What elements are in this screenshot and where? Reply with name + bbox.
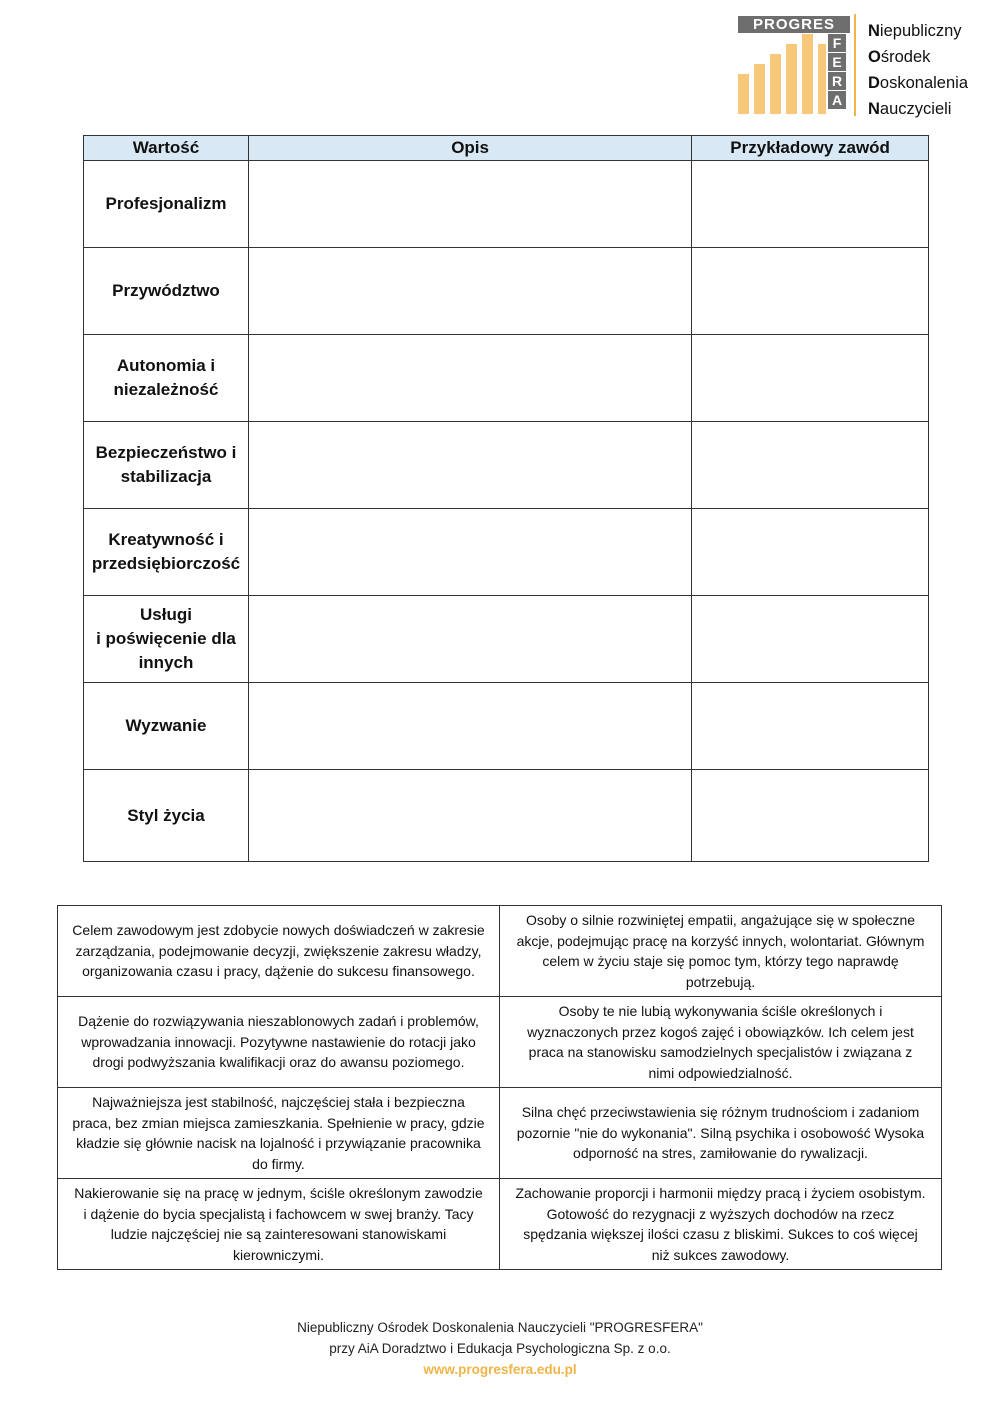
footer [0, 1317, 1000, 1380]
table-row [58, 1088, 942, 1179]
org-line: Ośrodek [868, 48, 931, 66]
footer-website-link[interactable]: www.progresfera.edu.pl [423, 1362, 577, 1377]
table-row [84, 596, 929, 683]
value-cell: Styl życia [84, 770, 249, 862]
description-cell[interactable] [248, 683, 691, 770]
description-cell[interactable] [248, 248, 691, 335]
value-cell: Profesjonalizm [84, 161, 249, 248]
logo-letter: F [828, 34, 846, 52]
table-row [58, 1179, 942, 1270]
org-line: Nauczycieli [868, 100, 952, 118]
description-cell[interactable] [248, 335, 691, 422]
table-row [84, 335, 929, 422]
example-job-cell[interactable] [692, 335, 929, 422]
value-cell: Bezpieczeństwo i stabilizacja [84, 422, 249, 509]
table-row [84, 683, 929, 770]
table-row [84, 509, 929, 596]
table-header-row [84, 136, 929, 161]
description-card[interactable]: Zachowanie proporcji i harmonii między pracą i życiem osobistym. Gotowość do rezygnacji z wyższych dochodów na rzecz spędzania większej ilości czasu z bliskimi. Sukces to coś więcej niż sukces zawodowy. [500, 1179, 942, 1270]
descriptions-table [57, 905, 942, 1270]
description-cell[interactable] [248, 509, 691, 596]
description-cell[interactable] [248, 161, 691, 248]
progresfera-logo [736, 14, 976, 118]
example-job-cell[interactable] [692, 683, 929, 770]
logo-divider [854, 14, 856, 116]
description-card[interactable]: Osoby o silnie rozwiniętej empatii, angażujące się w społeczne akcje, podejmując pracę na korzyść innych, wolontariat. Głównym celem w życiu staje się pomoc tym, którzy tego naprawdę potrzebują. [500, 906, 942, 997]
example-job-cell[interactable] [692, 770, 929, 862]
example-job-cell[interactable] [692, 422, 929, 509]
description-card[interactable]: Najważniejsza jest stabilność, najczęściej stała i bezpieczna praca, bez zmian miejsca zamieszkania. Spełnienie w pracy, gdzie kładzie się głównie nacisk na lojalność i przywiązanie pracownika do firmy. [58, 1088, 500, 1179]
description-cell[interactable] [248, 770, 691, 862]
organization-name [868, 18, 968, 122]
description-cell[interactable] [248, 596, 691, 683]
example-job-cell[interactable] [692, 161, 929, 248]
value-cell: Kreatywność i przedsiębiorczość [84, 509, 249, 596]
example-job-cell[interactable] [692, 596, 929, 683]
value-cell: Autonomia i niezależność [84, 335, 249, 422]
header-description: Opis [248, 136, 691, 161]
logo-letter: A [828, 91, 846, 109]
table-row [58, 997, 942, 1088]
table-row [84, 248, 929, 335]
value-cell: Usługi i poświęcenie dla innych [84, 596, 249, 683]
footer-company-line: przy AiA Doradztwo i Edukacja Psychologiczna Sp. z o.o. [329, 1341, 671, 1356]
logo-letter: E [828, 53, 846, 71]
table-row [58, 906, 942, 997]
table-row [84, 770, 929, 862]
values-table [83, 135, 929, 862]
org-line: Niepubliczny [868, 22, 962, 40]
footer-org-line: Niepubliczny Ośrodek Doskonalenia Nauczycieli "PROGRESFERA" [297, 1320, 703, 1335]
description-card[interactable]: Osoby te nie lubią wykonywania ściśle określonych i wyznaczonych przez kogoś zajęć i obowiązków. Ich celem jest praca na stanowisku samodzielnych specjalistów i związana z nimi odpowiedzialność. [500, 997, 942, 1088]
example-job-cell[interactable] [692, 248, 929, 335]
logo-vertical-letters [828, 34, 846, 112]
description-card[interactable]: Nakierowanie się na pracę w jednym, ściśle określonym zawodzie i dążenie do bycia specjalistą i fachowcem w swej branży. Tacy ludzie najczęściej nie są zainteresowani stanowiskami kierowniczymi. [58, 1179, 500, 1270]
value-cell: Wyzwanie [84, 683, 249, 770]
org-line: Doskonalenia [868, 74, 968, 92]
table-row [84, 422, 929, 509]
logo-wordmark: PROGRES [738, 16, 850, 33]
logo-letter: R [828, 72, 846, 90]
description-card[interactable]: Celem zawodowym jest zdobycie nowych doświadczeń w zakresie zarządzania, podejmowanie decyzji, zwiększenie zakresu władzy, organizowania czasu i pracy, dążenie do sukcesu finansowego. [58, 906, 500, 997]
header-example-job: Przykładowy zawód [692, 136, 929, 161]
description-card[interactable]: Dążenie do rozwiązywania nieszablonowych zadań i problemów, wprowadzania innowacji. Pozytywne nastawienie do rotacji jako drogi podwyższania kwalifikacji oraz do awansu poziomego. [58, 997, 500, 1088]
header-value: Wartość [84, 136, 249, 161]
value-cell: Przywództwo [84, 248, 249, 335]
example-job-cell[interactable] [692, 509, 929, 596]
description-cell[interactable] [248, 422, 691, 509]
description-card[interactable]: Silna chęć przeciwstawienia się różnym trudnościom i zadaniom pozornie "nie do wykonania". Silną psychika i osobowość Wysoka odporność na stres, zamiłowanie do rywalizacji. [500, 1088, 942, 1179]
table-row [84, 161, 929, 248]
